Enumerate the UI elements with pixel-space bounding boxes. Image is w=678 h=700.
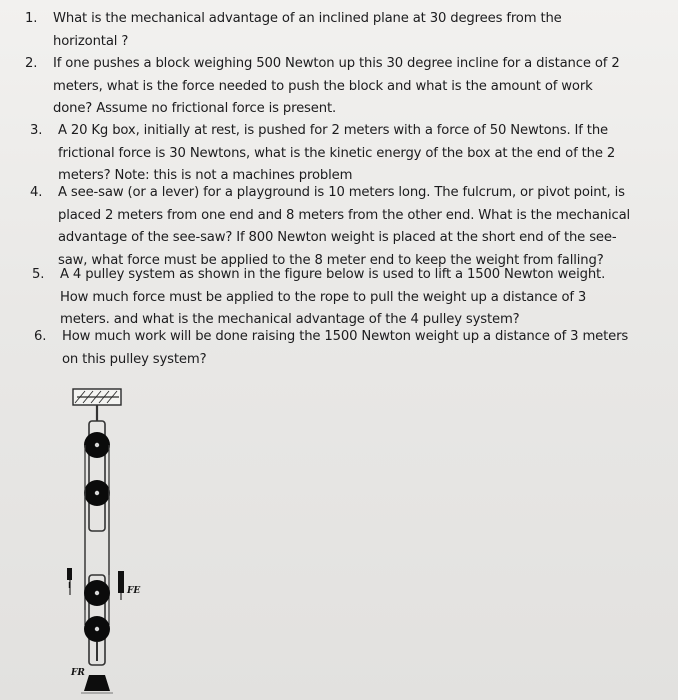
question-2	[25, 53, 620, 121]
question-1	[25, 8, 562, 53]
question-text-line: done? Assume no frictional force is present.	[53, 101, 337, 116]
question-3	[30, 120, 616, 188]
question-number: 1.	[25, 11, 38, 26]
question-text-line: advantage of the see-saw? If 800 Newton weight is placed at the short end of the see-	[58, 230, 617, 245]
question-text-line: If one pushes a block weighing 500 Newton up this 30 degree incline for a distance of 2	[53, 56, 620, 71]
question-text-line: What is the mechanical advantage of an inclined plane at 30 degrees from the	[53, 11, 562, 26]
pulley-system-figure	[55, 385, 195, 700]
applied-force-arrow	[67, 568, 72, 588]
force-label-load: FR	[71, 668, 85, 678]
question-number: 4.	[30, 185, 43, 200]
question-number: 5.	[32, 267, 45, 282]
question-number: 6.	[34, 329, 47, 344]
question-text-line: frictional force is 30 Newtons, what is the kinetic energy of the box at the end of the 2	[58, 145, 616, 161]
ceiling-support	[73, 389, 121, 405]
force-label-applied: FE	[127, 586, 141, 596]
question-text-line: A 4 pulley system as shown in the figure below is used to lift a 1500 Newton weight.	[60, 267, 606, 282]
question-text-line: meters? Note: this is not a machines problem	[58, 168, 353, 183]
question-text-line: How much work will be done raising the 1500 Newton weight up a distance of 3 meters	[62, 329, 629, 344]
question-text-line: horizontal ?	[53, 33, 129, 49]
question-4	[30, 182, 631, 272]
load-weight	[84, 675, 110, 691]
question-text-line: meters. and what is the mechanical advantage of the 4 pulley system?	[60, 312, 520, 327]
question-text-line: A see-saw (or a lever) for a playground is 10 meters long. The fulcrum, or pivot point, is	[58, 185, 625, 200]
question-text-line: saw, what force must be applied to the 8 meter end to keep the weight from falling?	[58, 252, 604, 268]
question-number: 2.	[25, 56, 38, 71]
question-text-line: A 20 Kg box, initially at rest, is pushed for 2 meters with a force of 50 Newtons. If the	[58, 123, 609, 138]
question-5	[32, 264, 606, 332]
question-text-line: How much force must be applied to the rope to pull the weight up a distance of 3	[60, 289, 587, 305]
question-text-line: placed 2 meters from one end and 8 meters from the other end. What is the mechanical	[58, 207, 631, 223]
question-text-line: meters, what is the force needed to push the block and what is the amount of work	[53, 78, 593, 94]
question-6	[34, 326, 629, 371]
question-number: 3.	[30, 123, 43, 138]
rope-end-marker	[118, 571, 124, 593]
question-text-line: on this pulley system?	[62, 351, 207, 367]
